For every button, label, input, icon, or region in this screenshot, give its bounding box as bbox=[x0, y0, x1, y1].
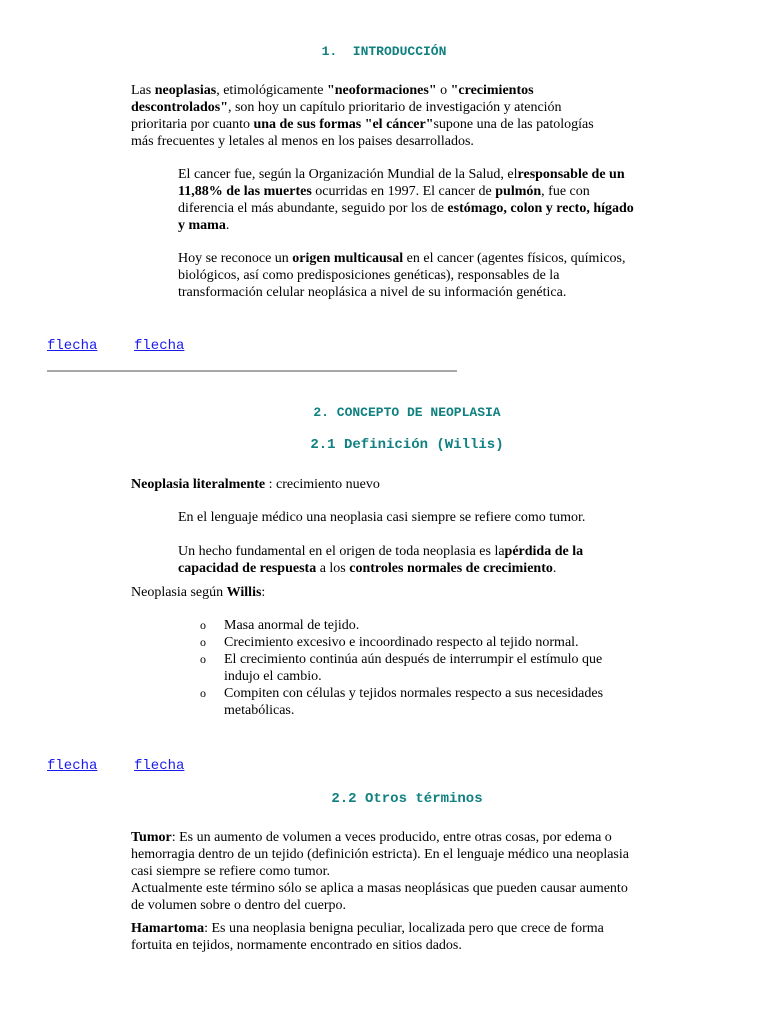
bullet-icon: o bbox=[200, 652, 206, 666]
section-2-heading: 2. CONCEPTO DE NEOPLASIA bbox=[313, 405, 501, 420]
list-item: o El crecimiento continúa aún después de interrumpir el estímulo que indujo el cambio. bbox=[200, 652, 603, 684]
willis-criteria-list bbox=[200, 617, 624, 719]
flecha-link-4[interactable]: flecha bbox=[134, 758, 185, 774]
horizontal-divider bbox=[47, 370, 457, 372]
tumor-definition: Tumor: Es un aumento de volumen a veces producido, entre otras cosas, por edema o hemorragia dentro de un tejido (definición estricta). En el lenguaje médico una neoplasia casi siempre se refiere como tumor. Actualmente este término sólo se aplica a masas neoplásicas que pueden causar aumento de volumen sobre o dentro del cuerpo. bbox=[131, 830, 629, 913]
section-2-2-heading: 2.2 Otros términos bbox=[331, 791, 483, 807]
list-item: o Compiten con células y tejidos normales respecto a sus necesidades metabólicas. bbox=[200, 686, 604, 718]
flecha-link-3[interactable]: flecha bbox=[47, 758, 98, 774]
list-item: o Masa anormal de tejido. bbox=[200, 618, 360, 633]
flecha-link-1[interactable]: flecha bbox=[47, 338, 98, 354]
flecha-link-2[interactable]: flecha bbox=[134, 338, 185, 354]
neoplasia-definition: Neoplasia literalmente : crecimiento nuevo bbox=[131, 477, 380, 492]
bullet-icon: o bbox=[200, 686, 206, 700]
who-statistics-paragraph: El cancer fue, según la Organización Mundial de la Salud, elresponsable de un 11,88% de las muertes ocurridas en 1997. El cancer de pulmón, fue con diferencia el más abundante, seguido por los de estómago, colon y recto, hígado y mama. bbox=[178, 167, 634, 233]
section-1-heading: 1. INTRODUCCIÓN bbox=[321, 44, 447, 59]
bullet-icon: o bbox=[200, 618, 206, 632]
section-2-1-heading: 2.1 Definición (Willis) bbox=[310, 437, 504, 453]
medical-language-paragraph: En el lenguaje médico una neoplasia casi siempre se refiere como tumor. bbox=[178, 510, 586, 525]
fundamental-fact-paragraph: Un hecho fundamental en el origen de toda neoplasia es lapérdida de la capacidad de respuesta a los controles normales de crecimiento. bbox=[178, 544, 584, 576]
intro-paragraph: Las neoplasias, etimológicamente "neoformaciones" o "crecimientos descontrolados", son hoy un capítulo prioritario de investigación y atención prioritaria por cuanto una de sus formas "el cáncer"supone una de las patologías más frecuentes y letales al menos en los paises desarrollados. bbox=[131, 83, 594, 149]
bullet-icon: o bbox=[200, 635, 206, 649]
multicausal-paragraph: Hoy se reconoce un origen multicausal en el cancer (agentes físicos, químicos, biológicos, así como predisposiciones genéticas), responsables de la transformación celular neoplásica a nivel de su información genética. bbox=[178, 251, 626, 300]
hamartoma-definition: Hamartoma: Es una neoplasia benigna peculiar, localizada pero que crece de forma fortuita en tejidos, normamente encontrado en sitios dados. bbox=[131, 921, 604, 953]
list-item: o Crecimiento excesivo e incoordinado respecto al tejido normal. bbox=[200, 635, 579, 650]
willis-intro: Neoplasia según Willis: bbox=[131, 585, 266, 600]
